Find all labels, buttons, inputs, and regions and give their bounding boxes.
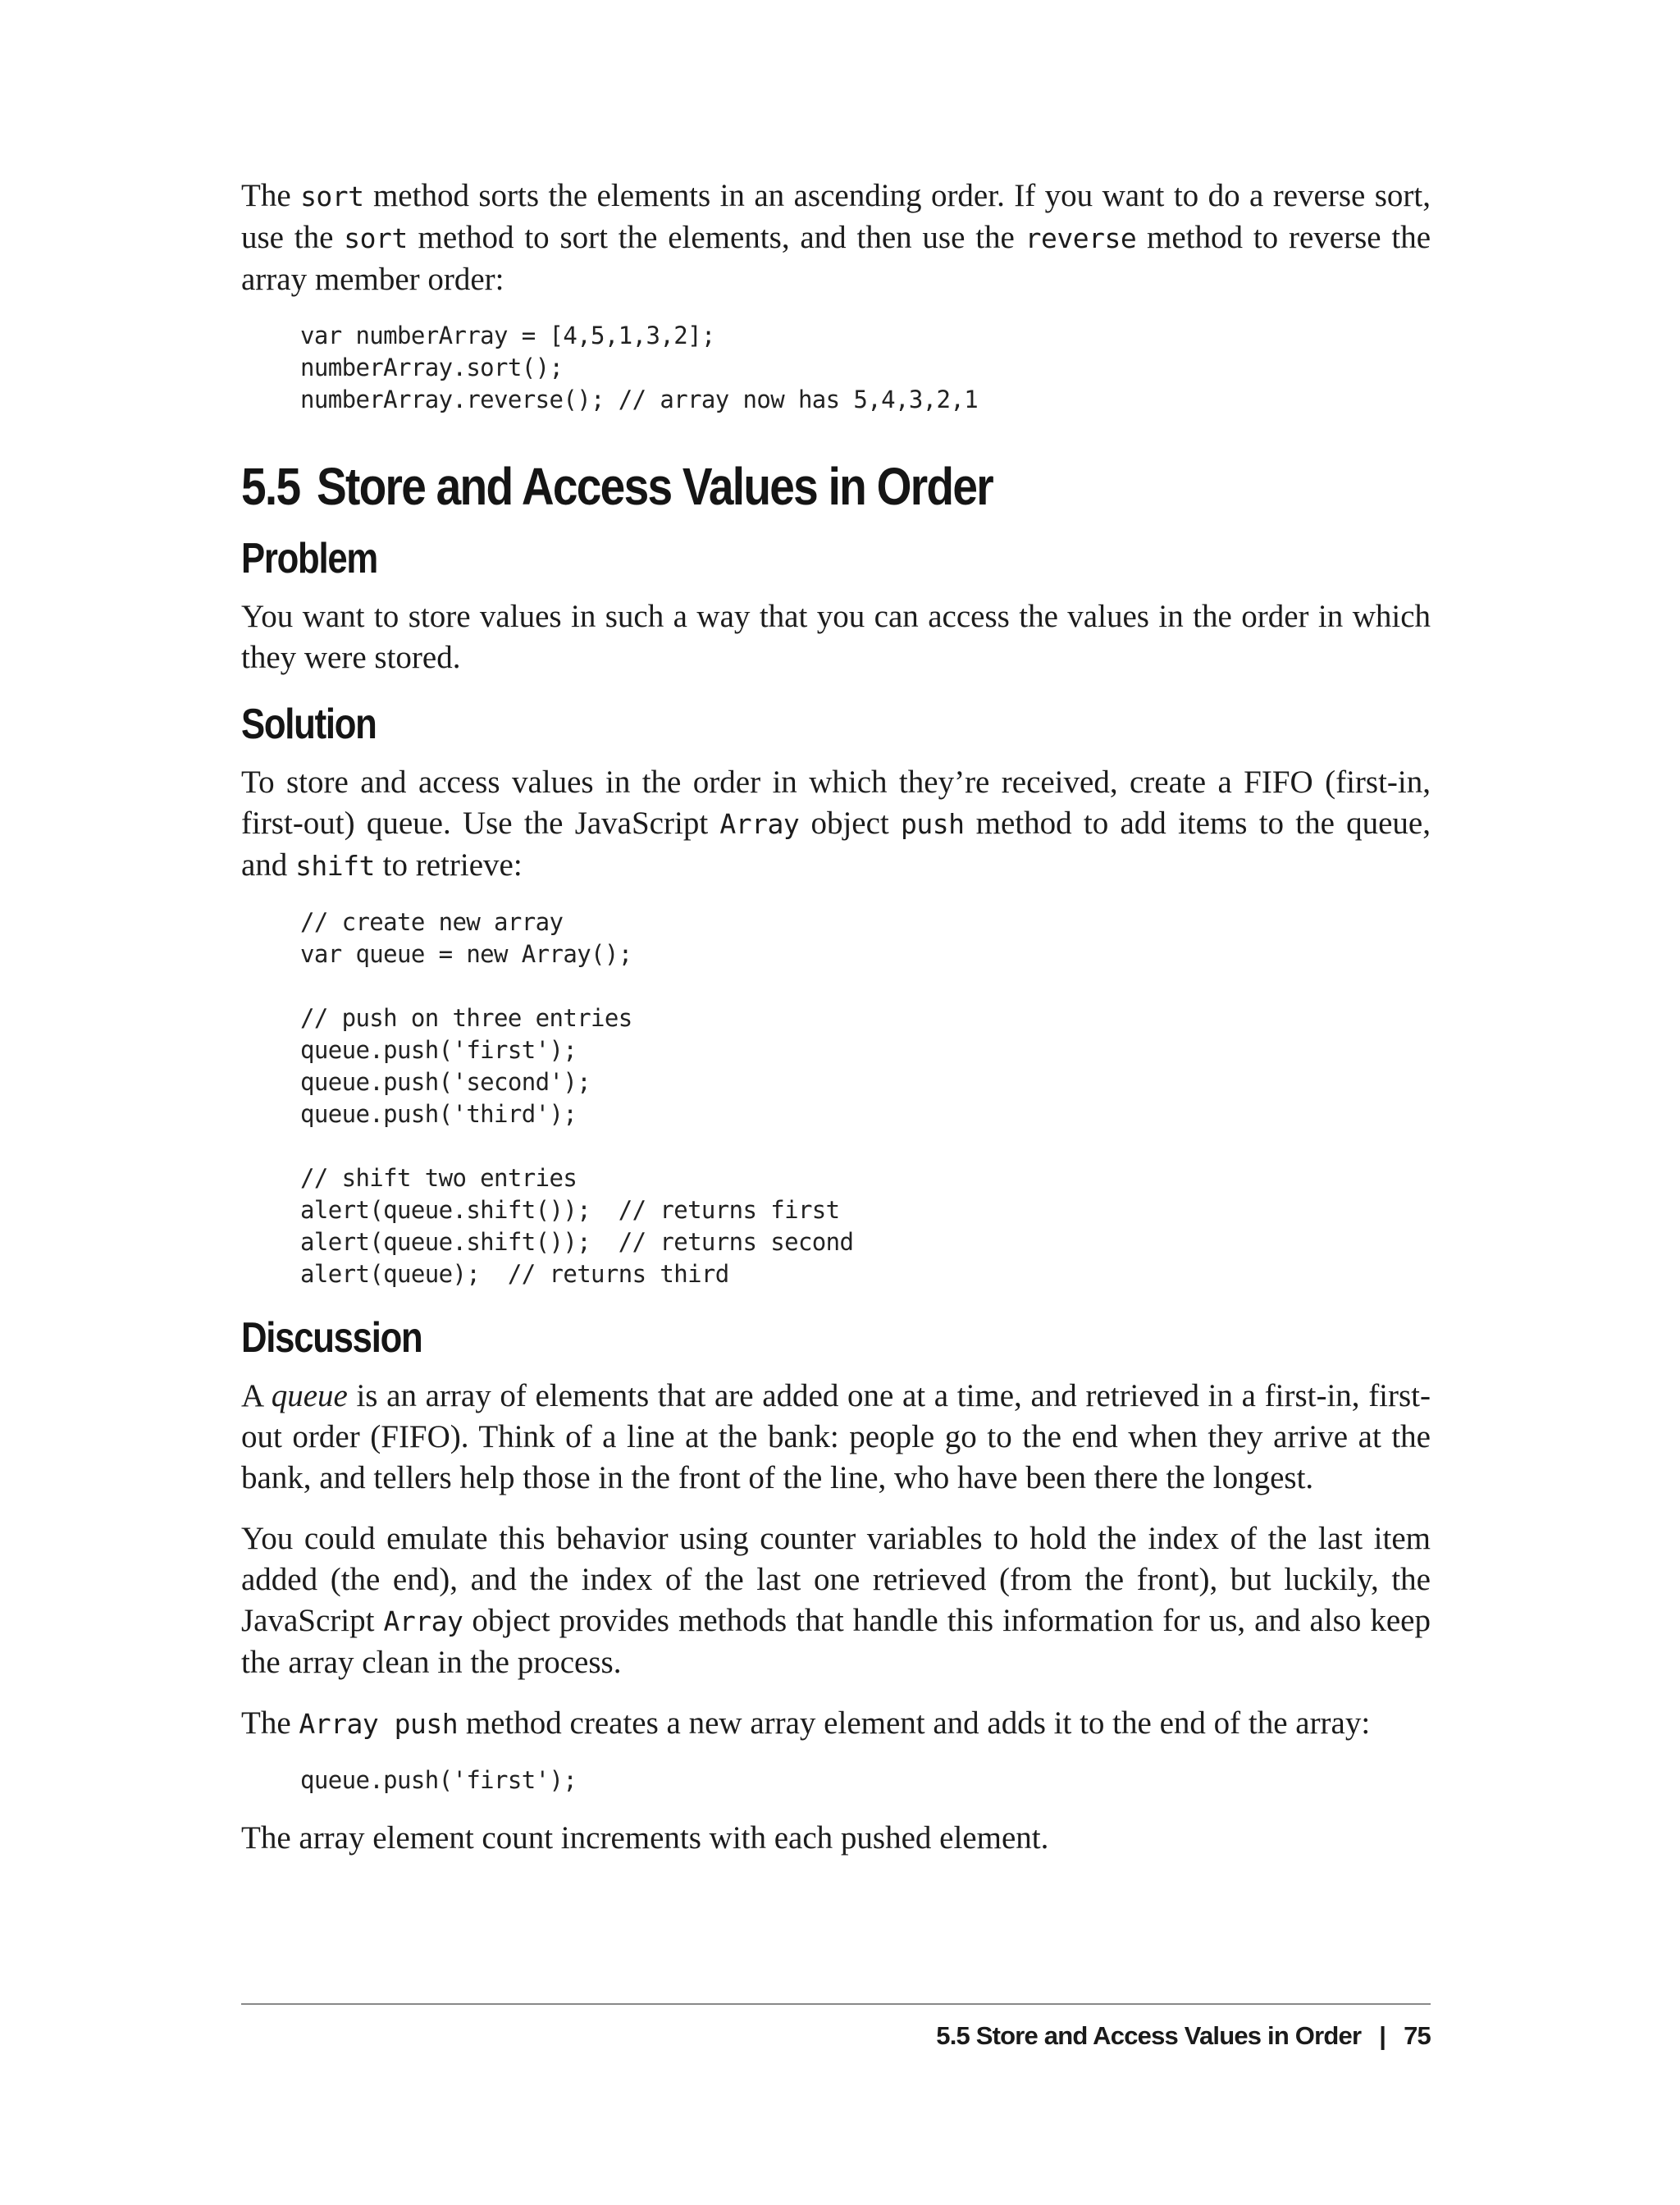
text-run: To store and access values in the order in which they’re received, create a FIFO (first-in, first-out) queue. Use the JavaScript	[241, 765, 1431, 841]
text-run: is an array of elements that are added one at a time, and retrieved in a first-in, first-out order (FIFO). Think of a line at the bank: people go to the end when they arrive at the bank, and tellers help those in the front of the line, who have been there the longest.	[241, 1378, 1431, 1495]
text-run: The	[241, 178, 301, 213]
problem-heading: Problem	[241, 535, 377, 582]
section-number: 5.5	[241, 457, 300, 516]
solution-paragraph	[241, 762, 1431, 887]
section-title: Store and Access Values in Order	[316, 457, 993, 516]
emphasis: queue	[271, 1378, 348, 1413]
discussion-paragraph-3	[241, 1703, 1431, 1745]
text-run: method to sort the elements, and then use the	[407, 220, 1025, 255]
problem-paragraph: You want to store values in such a way that you can access the values in the order in which they were stored.	[241, 599, 1431, 675]
section-heading	[241, 455, 1264, 518]
page-footer	[936, 2020, 1431, 2052]
inline-code: Array	[719, 808, 800, 840]
inline-code: sort	[344, 222, 408, 254]
discussion-paragraph-4: The array element count increments with each pushed element.	[241, 1820, 1049, 1856]
footer-separator: |	[1379, 2021, 1386, 2050]
code-block-queue: // create new array var queue = new Array(); // push on three entries queue.push('first'); queue.push('second'); queue.push('third'); // shift two entries alert(queue.shift()); // returns first alert(queue.shift()); // returns second alert(queue); // returns third	[300, 908, 854, 1288]
page-number: 75	[1404, 2021, 1431, 2050]
discussion-paragraph-1	[241, 1376, 1431, 1499]
inline-code: Array	[383, 1605, 463, 1637]
text-run: The	[241, 1705, 299, 1741]
text-run: object provides methods that handle this information for us, and also keep the array clean in the process.	[241, 1603, 1431, 1680]
inline-code: Array push	[299, 1708, 459, 1740]
inline-code: reverse	[1025, 222, 1137, 254]
solution-heading: Solution	[241, 701, 377, 748]
inline-code: shift	[295, 850, 375, 882]
page-content	[241, 176, 1431, 1879]
inline-code: push	[900, 808, 965, 840]
text-run: You could emulate this behavior using counter variables to hold the index of the last item added (the end), and the index of the last one retrieved (from the front), but luckily, the JavaScript	[241, 1521, 1431, 1638]
code-block-reverse-sort: var numberArray = [4,5,1,3,2]; numberArray.sort(); numberArray.reverse(); // array now has 5,4,3,2,1	[300, 322, 979, 413]
footer-rule	[241, 2003, 1431, 2005]
running-title: 5.5 Store and Access Values in Order	[936, 2021, 1362, 2050]
text-run: A	[241, 1378, 272, 1413]
text-run: method sorts the elements in an ascending order. If you want to do a reverse sort, use the	[241, 178, 1431, 255]
inline-code: sort	[300, 180, 364, 212]
text-run: object	[799, 806, 901, 841]
discussion-heading: Discussion	[241, 1314, 422, 1362]
text-run: method to add items to the queue, and	[241, 806, 1431, 883]
code-block-push: queue.push('first');	[300, 1766, 578, 1794]
intro-paragraph	[241, 176, 1431, 300]
discussion-paragraph-2	[241, 1518, 1431, 1683]
text-run: to retrieve:	[374, 847, 523, 883]
text-run: method creates a new array element and adds it to the end of the array:	[458, 1705, 1371, 1741]
text-run: method to reverse the array member order:	[241, 220, 1431, 297]
